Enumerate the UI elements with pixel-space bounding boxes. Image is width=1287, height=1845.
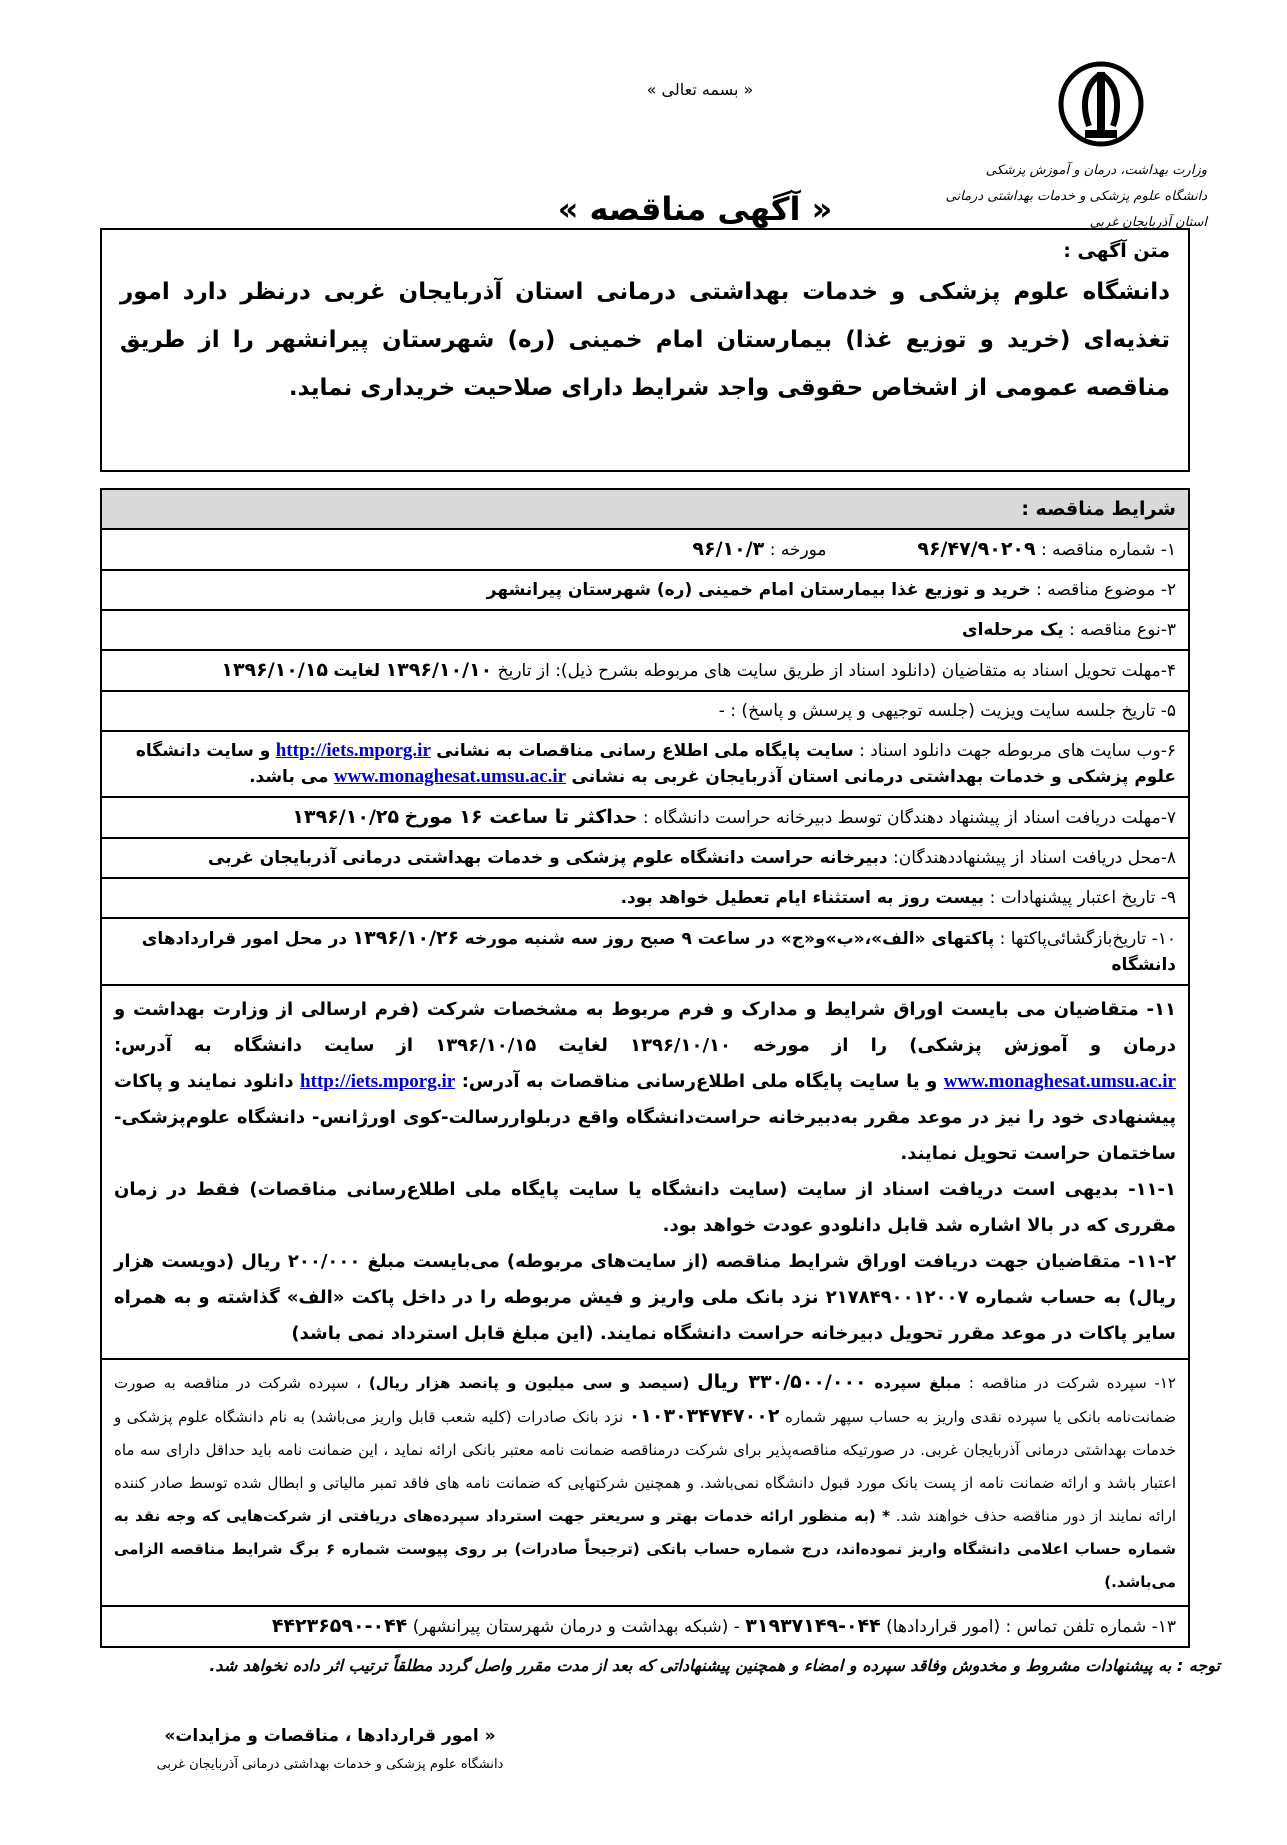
clause-11-monaghesat-link[interactable]: www.monaghesat.umsu.ac.ir <box>943 1071 1176 1092</box>
condition-row-12 <box>102 1360 1188 1607</box>
monaghesat-link[interactable]: www.monaghesat.umsu.ac.ir <box>333 766 567 787</box>
subject-label: ۲- موضوع مناقصه : <box>1036 580 1176 600</box>
deposit-amount: ۳۳۰/۵۰۰/۰۰۰ ریال <box>697 1371 867 1393</box>
clause-11 <box>114 992 1176 1172</box>
ministry-line: وزارت بهداشت، درمان و آموزش پزشکی <box>985 163 1207 178</box>
receipt-place-label: ۸-محل دریافت اسناد از پیشنهاددهندگان: <box>893 848 1176 868</box>
condition-row-3 <box>102 611 1188 651</box>
opening-value: پاکتهای «الف»،«ب»و«ج» در ساعت ۹ صبح روز سه شنبه مورخه <box>464 929 995 949</box>
footer-line-2: دانشگاه علوم پزشکی و خدمات بهداشتی درمانی آذربایجان غربی <box>156 1757 504 1772</box>
iran-emblem-icon <box>1055 60 1147 150</box>
clause-12 <box>114 1366 1176 1599</box>
type-value: یک مرحله‌ای <box>962 620 1064 640</box>
delivery-label: ۴-مهلت تحویل اسناد به متقاضیان (دانلود اسناد از طریق سایت های مربوطه بشرح ذیل): از تاریخ <box>497 661 1176 681</box>
opening-date: ۱۳۹۶/۱۰/۲۶ <box>352 927 460 949</box>
province-line: استان آذربایجان غربی <box>1089 215 1207 230</box>
condition-row-7 <box>102 798 1188 839</box>
clause-11-1: ۱۱-۱- بدیهی است دریافت اسناد از سایت (سایت دانشگاه یا سایت پایگاه ملی اطلاع‌رسانی مناقصات) فقط در زمان مقرری که در بالا اشاره شد قابل دانلودو عودت خواهد بود. <box>114 1179 1176 1236</box>
receipt-place: دبیرخانه حراست دانشگاه علوم پزشکی و خدمات بهداشتی درمانی آذربایجان غربی <box>208 848 888 868</box>
delivery-to: ۱۳۹۶/۱۰/۱۵ <box>221 659 329 681</box>
tender-number: ۹۶/۴۷/۹۰۲۰۹ <box>917 538 1036 560</box>
subject-value: خرید و توزیع غذا بیمارستان امام خمینی (ره) شهرستان پیرانشهر <box>486 580 1031 600</box>
bismillah: « بسمه تعالی » <box>646 80 754 99</box>
intro-label: متن آگهی : <box>1063 240 1170 262</box>
ministry-heading <box>877 158 1207 236</box>
phone-2: ۰۴۴-۴۴۲۳۶۵۹۰ <box>271 1615 408 1637</box>
opening-label: ۱۰- تاریخ‌بازگشائی‌پاکتها : <box>999 929 1176 949</box>
deposit-text-1: ، سپرده شرکت در مناقصه به صورت ضمانت‌نامه بانکی یا سپرده نقدی واریز به حساب سپهر شماره <box>114 1374 1176 1426</box>
intro-box <box>100 228 1190 472</box>
phone-label: ۱۳- شماره تلفن تماس : (امور قراردادها) <box>886 1617 1176 1637</box>
site-visit: ۵- تاریخ جلسه سایت ویزیت (جلسه توجیهی و پرسش و پاسخ) : - <box>718 701 1176 721</box>
opening-place: در محل امور قراردادهای دانشگاه <box>141 929 1176 975</box>
tender-number-label: ۱- شماره مناقصه : <box>1041 540 1176 560</box>
deposit-amount-words: (سیصد و سی میلیون و پانصد هزار ریال) <box>368 1374 690 1392</box>
condition-row-5 <box>102 692 1188 732</box>
websites-text-2: و سایت دانشگاه علوم پزشکی و خدمات بهداشتی درمانی استان آذربایجان غربی به نشانی <box>135 741 1176 787</box>
type-label: ۳-نوع مناقصه : <box>1069 620 1176 640</box>
condition-row-10 <box>102 919 1188 986</box>
clause-11-text-a: ۱۱- متقاضیان می بایست اوراق شرایط و مدارک و فرم مربوط به مشخصات شرکت (فرم ارسالی از وزارت بهداشت و درمان و آموزش پزشکی) را از مورخه ۱۳۹۶/۱۰/۱۰ لغایت ۱۳۹۶/۱۰/۱۵ از سایت دانشگاه به آدرس: <box>114 999 1176 1056</box>
deposit-text-3: * (به منظور ارائه خدمات بهتر و سریعتر جهت استرداد سپرده‌های دریافتی از شرکت‌هایی که وجه نقد به شماره حساب اعلامی دانشگاه واریز نموده‌اند، درج شماره حساب بانکی (ترجیحاً صادرات) بر روی پیوست شماره ۶ برگ شرایط مناقصه الزامی می‌باشد.) <box>114 1507 1176 1591</box>
validity-label: ۹- تاریخ اعتبار پیشنهادات : <box>989 888 1176 908</box>
page-title: « آگهی مناقصه » <box>557 190 833 228</box>
deposit-label: ۱۲- سپرده شرکت در مناقصه : <box>968 1374 1176 1392</box>
deposit-amount-label: مبلغ سپرده <box>874 1374 962 1392</box>
footer <box>110 1720 550 1778</box>
phone-1: ۰۴۴-۳۱۹۳۷۱۴۹ <box>745 1615 881 1637</box>
university-line: دانشگاه علوم پزشکی و خدمات بهداشتی درمانی <box>945 189 1207 204</box>
websites-label: ۶-وب سایت های مربوطه جهت دانلود اسناد : <box>859 741 1176 761</box>
conditions-heading: شرایط مناقصه : <box>102 490 1188 530</box>
websites-text-1: سایت پایگاه ملی اطلاع رسانی مناقصات به نشانی <box>436 741 854 761</box>
condition-row-8 <box>102 839 1188 879</box>
receipt-deadline-date: ۱۳۹۶/۱۰/۲۵ <box>292 806 400 828</box>
phone-mid: - (شبکه بهداشت و درمان شهرستان پیرانشهر) <box>412 1617 740 1637</box>
delivery-to-label: لغایت <box>333 661 381 681</box>
condition-row-2 <box>102 571 1188 611</box>
footer-line-1: « امور قراردادها ، مناقصات و مزایدات» <box>164 1726 496 1746</box>
condition-row-13 <box>102 1607 1188 1646</box>
clause-11-iets-link[interactable]: http://iets.mporg.ir <box>300 1071 456 1092</box>
delivery-from: ۱۳۹۶/۱۰/۱۰ <box>385 659 493 681</box>
condition-row-1 <box>102 530 1188 571</box>
condition-row-4 <box>102 651 1188 692</box>
condition-row-11 <box>102 986 1188 1360</box>
deposit-text-2: نزد بانک صادرات (کلیه شعب قابل واریز می‌باشد) به نام دانشگاه علوم پزشکی و خدمات بهداشتی درمانی آذربایجان غربی. در صورتیکه مناقصه‌پذیر برای شرکت درمناقصه ضمانت نامه معتبر بانکی ارائه نماید ، این ضمانت نامه باید حداقل دارای سه ماه اعتبار باشد و ارائه ضمانت نامه از پست بانک مورد قبول دانشگاه نمی‌باشد. و همچنین شرکتهایی که ضمانت نامه های فاقد تمبر مالیاتی و ابطال شده توسط صادر کننده ارائه نمایند از دور مناقصه حذف خواهند شد. <box>114 1408 1176 1525</box>
clause-11-text-c: دانلود نمایند و پاکات پیشنهادی خود را نیز در موعد مقرر به‌دبیرخانه حراست‌دانشگاه واقع دربلواررسالت-کوی اورژانس- دانشگاه علوم‌پزشکی- ساختمان حراست تحویل نمایند. <box>114 1071 1176 1164</box>
deposit-account: ۰۱۰۳۰۳۴۷۴۷۰۰۲ <box>628 1405 780 1427</box>
tender-date: ۹۶/۱۰/۳ <box>692 538 765 560</box>
header <box>60 40 1227 230</box>
receipt-deadline-label: ۷-مهلت دریافت اسناد از پیشنهاد دهندگان توسط دبیرخانه حراست دانشگاه : <box>642 808 1176 828</box>
clause-11-text-b: و یا سایت پایگاه ملی اطلاع‌رسانی مناقصات به آدرس: <box>461 1071 938 1092</box>
conditions-table <box>100 488 1190 1648</box>
receipt-deadline: حداکثر تا ساعت ۱۶ مورخ <box>404 806 638 828</box>
tender-date-label: مورخه : <box>769 540 827 560</box>
websites-text-3: می باشد. <box>249 767 329 787</box>
condition-row-9 <box>102 879 1188 919</box>
condition-row-6 <box>102 732 1188 798</box>
validity-value: بیست روز به استثناء ایام تعطیل خواهد بود. <box>620 888 985 908</box>
note: توجه : به پیشنهادات مشروط و مخدوش وفاقد سپرده و امضاء و همچنین پیشنهاداتی که بعد از مدت مقرر واصل گردد مطلقاً ترتیب اثر داده نخواهد شد. <box>209 1656 1220 1675</box>
iets-link[interactable]: http://iets.mporg.ir <box>275 740 431 761</box>
clause-11-2: ۱۱-۲- متقاضیان جهت دریافت اوراق شرایط مناقصه (از سایت‌های مربوطه) می‌بایست مبلغ ۲۰۰/۰۰۰ ریال (دویست هزار ریال) به حساب شماره ۲۱۷۸۴۹۰۰۱۲۰۰۷ نزد بانک ملی واریز و فیش مربوطه را در داخل پاکت «الف» گذاشته و به همراه سایر پاکات در موعد مقرر تحویل دبیرخانه حراست دانشگاه نمایند. (این مبلغ قابل استرداد نمی باشد) <box>114 1251 1176 1344</box>
intro-text: دانشگاه علوم پزشکی و خدمات بهداشتی درمانی استان آذربایجان غربی درنظر دارد امور تغذیه‌ای (خرید و توزیع غذا) بیمارستان امام خمینی (ره) شهرستان پیرانشهر را از طریق مناقصه عمومی از اشخاص حقوقی واجد شرایط دارای صلاحیت خریداری نماید. <box>120 279 1170 401</box>
